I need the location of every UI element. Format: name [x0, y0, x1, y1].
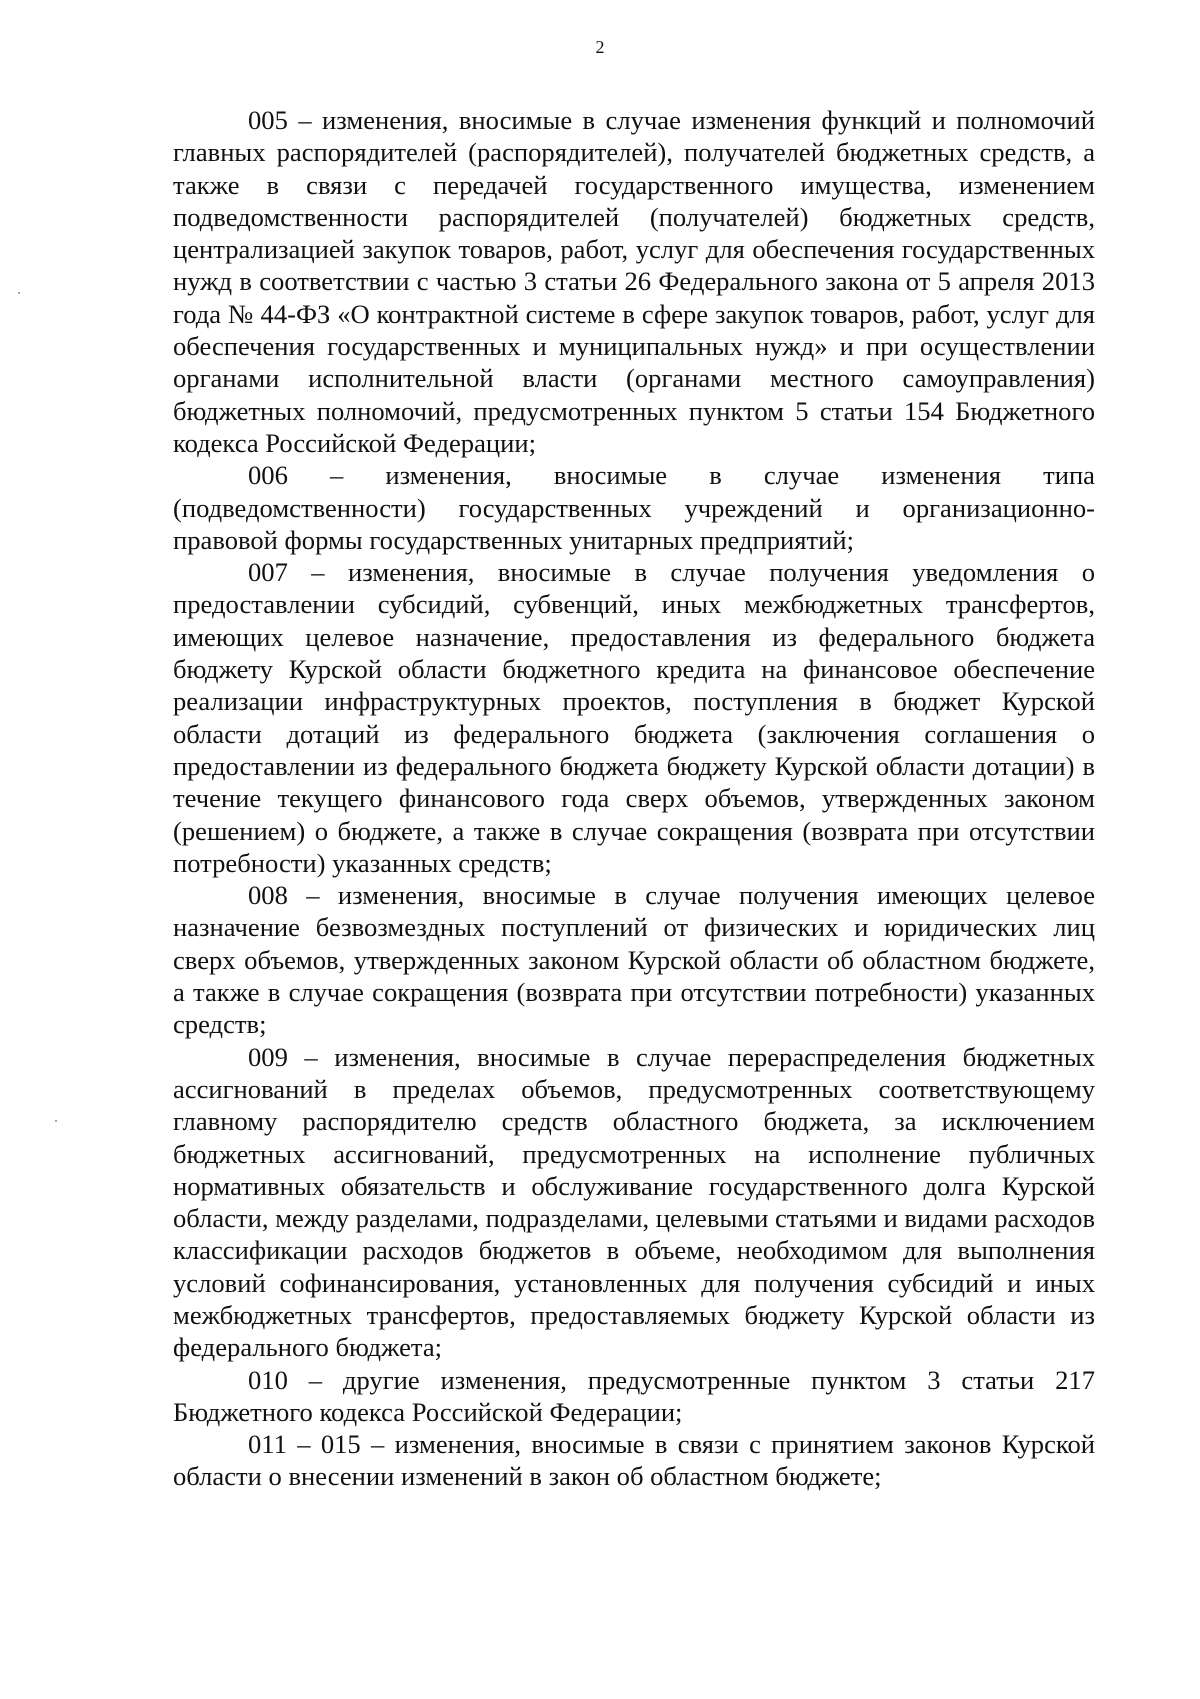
- paragraph-text: – изменения, вносимые в случае изменения типа (подведомственности) государственных учреждений и организационно-правовой формы государственных унитарных предприятий;: [173, 460, 1095, 555]
- paragraph-009: [173, 1041, 1095, 1364]
- paragraph-code: 011 – 015: [248, 1429, 361, 1460]
- paragraph-010: [173, 1364, 1095, 1429]
- paragraph-code: 008: [248, 880, 288, 911]
- paragraph-005: [173, 104, 1095, 459]
- paragraph-text: – изменения, вносимые в связи с принятием законов Курской области о внесении изменений в закон об областном бюджете;: [173, 1429, 1095, 1492]
- paragraph-011-015: [173, 1428, 1095, 1493]
- paragraph-007: [173, 556, 1095, 879]
- paragraph-text: – изменения, вносимые в случае получения имеющих целевое назначение безвозмездных поступлений от физических и юридических лиц сверх объемов, утвержденных законом Курской области об областном бюджете, а также в случае сокращения (возврата при отсутствии потребности) указанных средств;: [173, 880, 1095, 1040]
- paragraph-text: – изменения, вносимые в случае изменения функций и полномочий главных распорядителей (распорядителей), получателей бюджетных средств, а также в связи с передачей государственного имущества, изменением подведомственности распорядителей (получателей) бюджетных средств, централизацией закупок товаров, работ, услуг для обеспечения государственных нужд в соответствии с частью 3 статьи 26 Федерального закона от 5 апреля 2013 года № 44-ФЗ «О контрактной системе в сфере закупок товаров, работ, услуг для обеспечения государственных и муниципальных нужд» и при осуществлении органами исполнительной власти (органами местного самоуправления) бюджетных полномочий, предусмотренных пунктом 5 статьи 154 Бюджетного кодекса Российской Федерации;: [173, 105, 1096, 458]
- paragraph-code: 006: [248, 460, 288, 491]
- paragraph-text: – изменения, вносимые в случае перераспределения бюджетных ассигнований в пределах объемов, предусмотренных соответствующему главному распорядителю средств областного бюджета, за исключением бюджетных ассигнований, предусмотренных на исполнение публичных нормативных обязательств и обслуживание государственного долга Курской области, между разделами, подразделами, целевыми статьями и видами расходов классификации расходов бюджетов в объеме, необходимом для выполнения условий софинансирования, установленных для получения субсидий и иных межбюджетных трансфертов, предоставляемых бюджету Курской области из федерального бюджета;: [173, 1041, 1096, 1363]
- paragraph-code: 009: [248, 1041, 288, 1072]
- paragraph-006: [173, 459, 1095, 556]
- paragraph-008: [173, 879, 1095, 1040]
- scan-speck: [18, 292, 20, 294]
- paragraph-text: – изменения, вносимые в случае получения уведомления о предоставлении субсидий, субвенций, иных межбюджетных трансфертов, имеющих целевое назначение, предоставления из федерального бюджета бюджету Курской области бюджетного кредита на финансовое обеспечение реализации инфраструктурных проектов, поступления в бюджет Курской области дотаций из федерального бюджета (заключения соглашения о предоставлении из федерального бюджета бюджету Курской области дотации) в течение текущего финансового года сверх объемов, утвержденных законом (решением) о бюджете, а также в случае сокращения (возврата при отсутствии потребности) указанных средств;: [173, 557, 1095, 878]
- scan-speck: [55, 1120, 57, 1122]
- paragraph-code: 007: [248, 557, 288, 588]
- paragraph-code: 010: [248, 1364, 288, 1395]
- paragraph-text: – другие изменения, предусмотренные пунктом 3 статьи 217 Бюджетного кодекса Российской Федерации;: [173, 1364, 1096, 1427]
- page-number: 2: [595, 37, 605, 57]
- paragraph-code: 005: [248, 105, 288, 135]
- document-body: [173, 104, 1095, 1493]
